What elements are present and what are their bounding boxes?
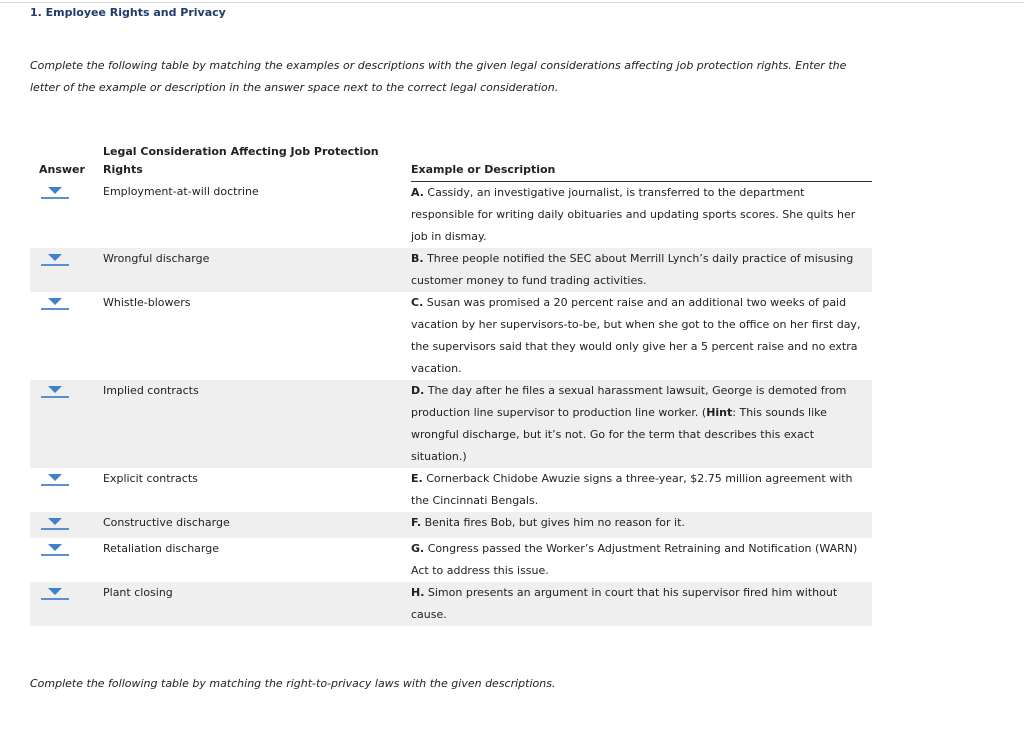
legal-consideration: Constructive discharge	[103, 512, 411, 538]
example-letter: H.	[411, 585, 425, 599]
legal-consideration-column-header: Legal Consideration Affecting Job Protection Rights	[103, 145, 379, 176]
table-row	[30, 181, 872, 248]
example-description	[411, 380, 872, 468]
example-description	[411, 181, 872, 248]
example-letter: E.	[411, 471, 423, 485]
example-text: Susan was promised a 20 percent raise and an additional two weeks of paid vacation by her supervisors-to-be, but when she got to the office on her first day, the supervisors said that they would only give her a 5 percent raise and no extra vacation.	[411, 295, 861, 375]
example-text-continued: : This sounds like wrongful discharge, but it’s not. Go for the term that describes this exact situation.)	[411, 405, 827, 463]
table-header-row	[30, 143, 872, 181]
dropdown-arrow-icon	[48, 386, 62, 393]
legal-consideration: Employment-at-will doctrine	[103, 181, 411, 248]
example-text: Benita fires Bob, but gives him no reason for it.	[424, 515, 685, 529]
legal-consideration: Whistle-blowers	[103, 292, 411, 380]
hint-label: Hint	[706, 405, 733, 419]
example-letter: C.	[411, 295, 424, 309]
answer-dropdown-row-1[interactable]	[41, 182, 69, 199]
table-row	[30, 248, 872, 292]
table-row	[30, 380, 872, 468]
dropdown-arrow-icon	[48, 474, 62, 481]
top-divider	[0, 2, 1024, 3]
legal-consideration: Wrongful discharge	[103, 248, 411, 292]
legal-consideration: Retaliation discharge	[103, 538, 411, 582]
section-title: 1. Employee Rights and Privacy	[30, 6, 226, 19]
dropdown-arrow-icon	[48, 518, 62, 525]
legal-consideration: Explicit contracts	[103, 468, 411, 512]
instructions-line-1: Complete the following table by matching the examples or descriptions with the given legal considerations affecting job protection rights. Enter the	[30, 59, 847, 72]
table-row	[30, 538, 872, 582]
example-column-header: Example or Description	[411, 143, 872, 181]
example-description	[411, 468, 872, 512]
answer-dropdown-row-2[interactable]	[41, 249, 69, 266]
legal-consideration: Implied contracts	[103, 380, 411, 468]
dropdown-arrow-icon	[48, 254, 62, 261]
answer-dropdown-row-5[interactable]	[41, 469, 69, 486]
answer-column-header: Answer	[39, 163, 85, 176]
dropdown-arrow-icon	[48, 544, 62, 551]
legal-consideration: Plant closing	[103, 582, 411, 626]
example-text: Congress passed the Worker’s Adjustment Retraining and Notification (WARN) Act to address this issue.	[411, 541, 858, 577]
example-description	[411, 582, 872, 626]
dropdown-arrow-icon	[48, 298, 62, 305]
example-text: Simon presents an argument in court that his supervisor fired him without cause.	[411, 585, 838, 621]
table-row	[30, 292, 872, 380]
matching-table	[30, 143, 872, 626]
example-description	[411, 248, 872, 292]
dropdown-arrow-icon	[48, 187, 62, 194]
example-description	[411, 512, 872, 538]
example-text: Three people notified the SEC about Merrill Lynch’s daily practice of misusing customer money to fund trading activities.	[411, 251, 854, 287]
example-letter: G.	[411, 541, 425, 555]
example-description	[411, 292, 872, 380]
example-text: Cassidy, an investigative journalist, is transferred to the department responsible for writing daily obituaries and updating sports scores. She quits her job in dismay.	[411, 185, 856, 243]
example-text: The day after he files a sexual harassment lawsuit, George is demoted from production line supervisor to production line worker. (	[411, 383, 847, 419]
example-letter: F.	[411, 515, 422, 529]
table-row	[30, 582, 872, 626]
answer-dropdown-row-8[interactable]	[41, 583, 69, 600]
table-row	[30, 512, 872, 538]
instructions-line-2: letter of the example or description in the answer space next to the correct legal consideration.	[30, 81, 559, 94]
example-letter: A.	[411, 185, 424, 199]
dropdown-arrow-icon	[48, 588, 62, 595]
example-description	[411, 538, 872, 582]
answer-dropdown-row-3[interactable]	[41, 293, 69, 310]
privacy-table-instructions: Complete the following table by matching the right-to-privacy laws with the given descriptions.	[30, 677, 556, 690]
answer-dropdown-row-6[interactable]	[41, 513, 69, 530]
table-row	[30, 468, 872, 512]
answer-dropdown-row-7[interactable]	[41, 539, 69, 556]
example-letter: D.	[411, 383, 425, 397]
example-text: Cornerback Chidobe Awuzie signs a three-year, $2.75 million agreement with the Cincinnati Bengals.	[411, 471, 853, 507]
instructions	[30, 55, 880, 99]
answer-dropdown-row-4[interactable]	[41, 381, 69, 398]
example-letter: B.	[411, 251, 424, 265]
